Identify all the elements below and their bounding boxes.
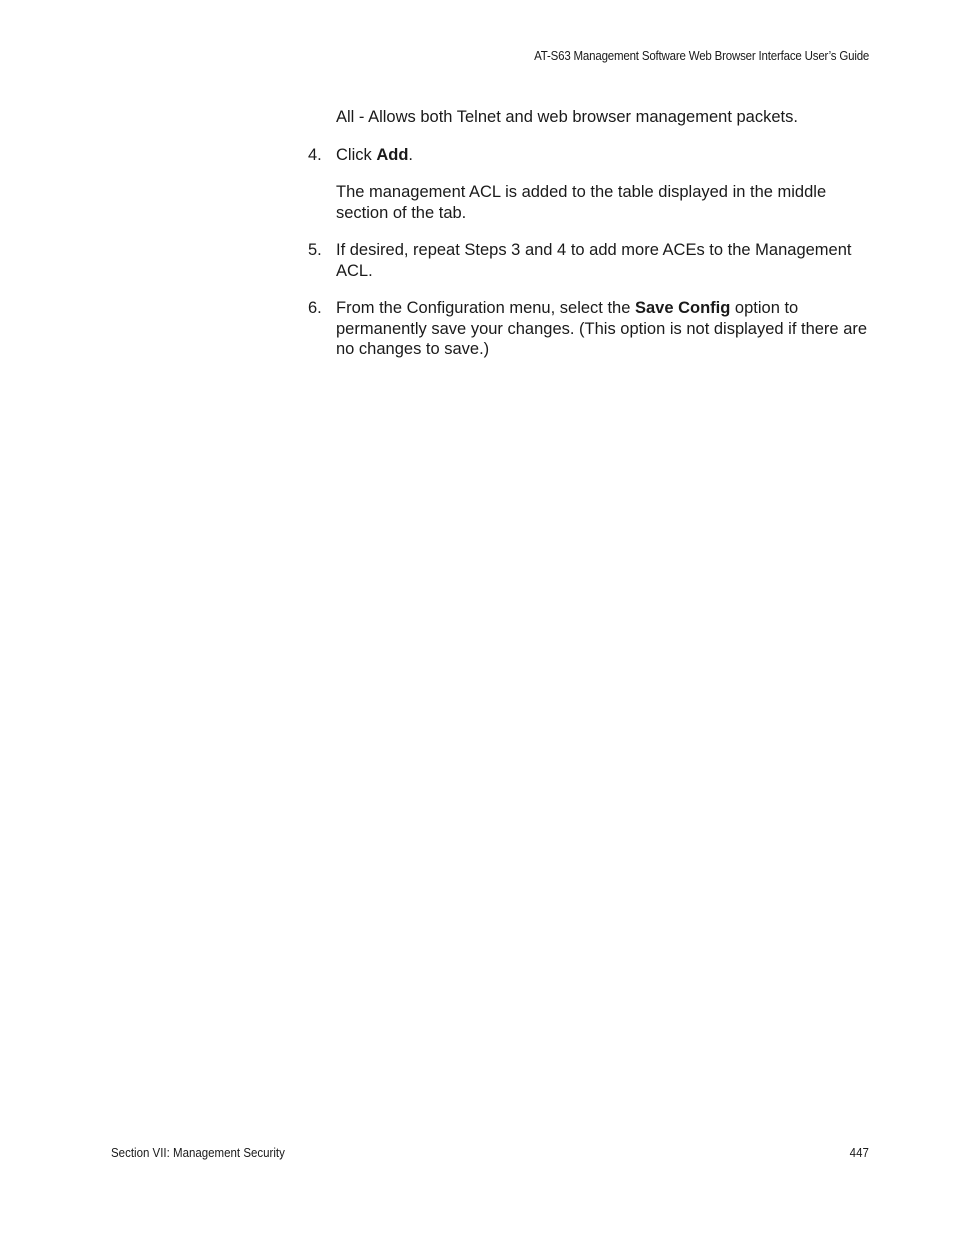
page-content	[308, 107, 878, 377]
step-5	[308, 240, 878, 281]
step-number: 5.	[308, 241, 322, 259]
step-text-before: From the Configuration menu, select the	[336, 299, 635, 317]
step-text: If desired, repeat Steps 3 and 4 to add more ACEs to the Management ACL.	[336, 241, 852, 280]
step-4-result: The management ACL is added to the table displayed in the middle section of the tab.	[336, 183, 827, 222]
step-text	[336, 298, 878, 360]
intro-paragraph: All - Allows both Telnet and web browser management packets.	[336, 108, 798, 126]
footer-section-title: Section VII: Management Security	[111, 1146, 285, 1160]
step-number: 6.	[308, 299, 322, 317]
step-text	[336, 145, 878, 166]
step-text-before: Click	[336, 145, 377, 164]
footer-page-number: 447	[849, 1146, 869, 1160]
add-button-reference: Add	[376, 145, 409, 164]
step-text-after: option to permanently save your changes. (This option is not displayed if there are no changes to save.)	[336, 299, 868, 358]
step-number: 4.	[308, 145, 322, 164]
save-config-reference: Save Config	[634, 299, 731, 317]
running-header: AT-S63 Management Software Web Browser Interface User’s Guide	[533, 49, 869, 63]
step-text-after: .	[408, 145, 414, 164]
step-6	[308, 298, 878, 360]
step-4	[308, 145, 878, 166]
